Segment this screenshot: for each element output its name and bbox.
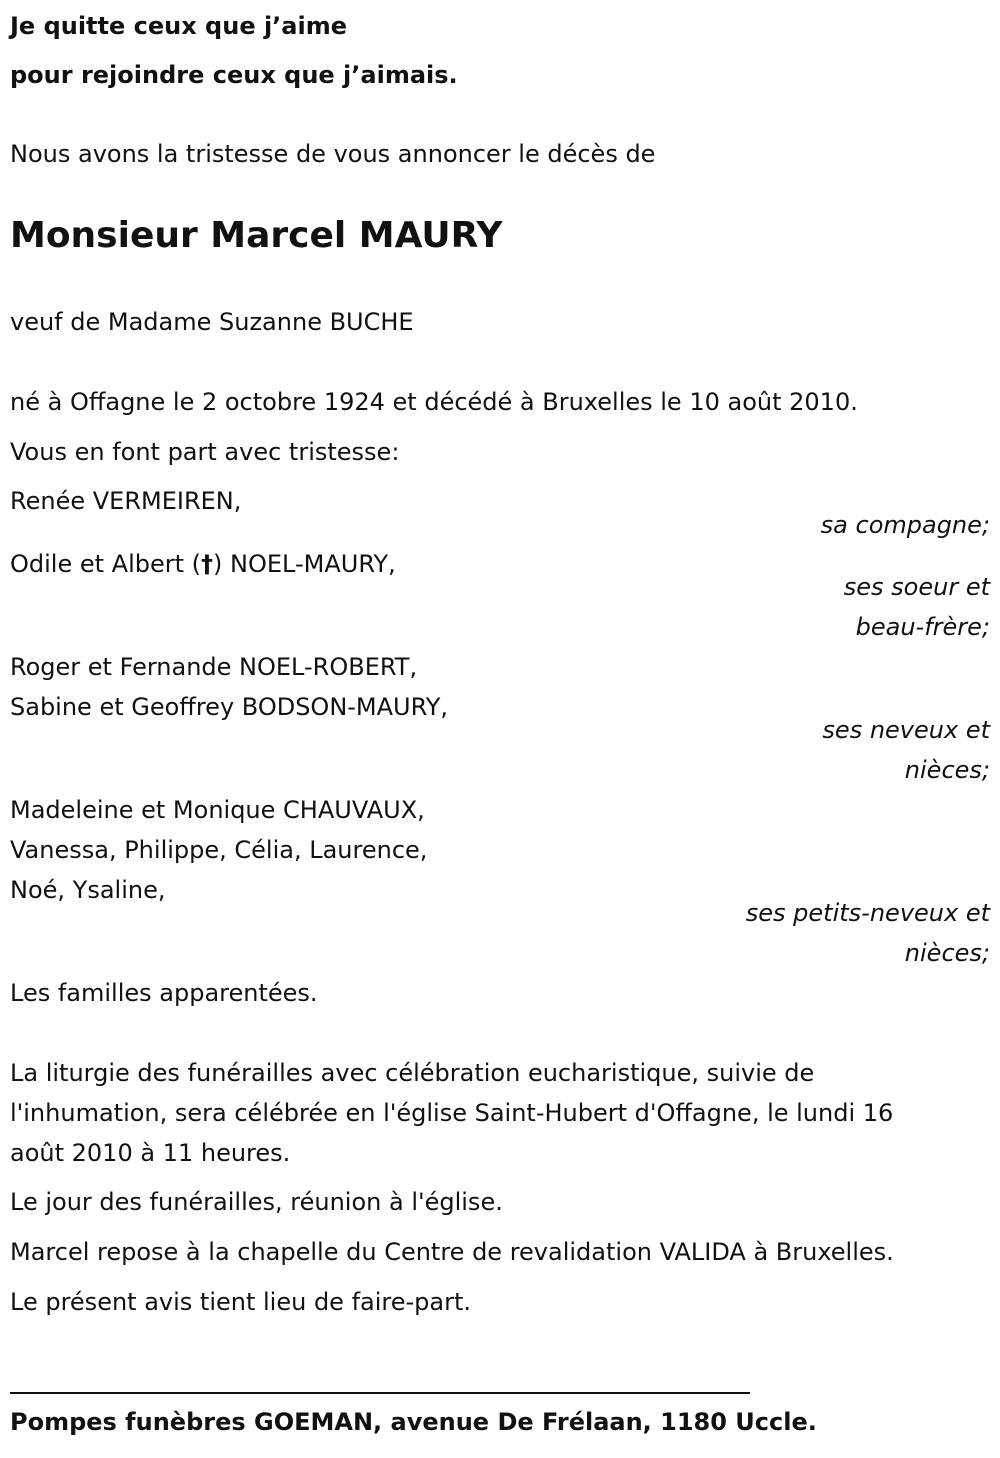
intro-text: Nous avons la tristesse de vous annoncer le décès de (10, 140, 656, 168)
rest-text: Marcel repose à la chapelle du Centre de revalidation VALIDA à Bruxelles. (10, 1238, 894, 1266)
divider (10, 1392, 750, 1394)
cross-icon: † (201, 550, 214, 578)
ceremony-text: La liturgie des funérailles avec célébration eucharistique, suivie de (10, 1059, 815, 1087)
family-relation: sa compagne; (820, 511, 990, 539)
related-families: Les familles apparentées. (10, 979, 318, 1007)
family-name: Noé, Ysaline, (10, 876, 166, 904)
notice-text: Le présent avis tient lieu de faire-part. (10, 1288, 472, 1316)
family-name (10, 544, 396, 584)
birth-death: né à Offagne le 2 octobre 1924 et décédé à Bruxelles le 10 août 2010. (10, 388, 858, 416)
epigraph-line-1: Je quitte ceux que j’aime (10, 12, 348, 40)
widower-of: veuf de Madame Suzanne BUCHE (10, 308, 414, 336)
family-relation: beau-frère; (855, 613, 990, 641)
announce-text: Vous en font part avec tristesse: (10, 438, 400, 466)
family-name: Sabine et Geoffrey BODSON-MAURY, (10, 693, 449, 721)
meeting-text: Le jour des funérailles, réunion à l'église. (10, 1188, 503, 1216)
ceremony-text: août 2010 à 11 heures. (10, 1139, 291, 1167)
family-relation: ses soeur et (843, 573, 990, 601)
family-name: Roger et Fernande NOEL-ROBERT, (10, 653, 418, 681)
funeral-home: Pompes funèbres GOEMAN, avenue De Frélaan, 1180 Uccle. (10, 1408, 817, 1436)
name-part: ) NOEL-MAURY, (213, 550, 396, 578)
family-name: Vanessa, Philippe, Célia, Laurence, (10, 836, 428, 864)
family-name: Renée VERMEIREN, (10, 487, 242, 515)
epigraph-line-2: pour rejoindre ceux que j’aimais. (10, 61, 458, 89)
family-relation: ses petits-neveux et (745, 899, 990, 927)
name-part: Odile et Albert ( (10, 550, 202, 578)
family-name: Madeleine et Monique CHAUVAUX, (10, 796, 425, 824)
deceased-name: Monsieur Marcel MAURY (10, 215, 503, 256)
family-relation: ses neveux et (822, 716, 990, 744)
family-relation: nièces; (904, 939, 990, 967)
family-relation: nièces; (904, 756, 990, 784)
ceremony-text: l'inhumation, sera célébrée en l'église Saint-Hubert d'Offagne, le lundi 16 (10, 1099, 894, 1127)
